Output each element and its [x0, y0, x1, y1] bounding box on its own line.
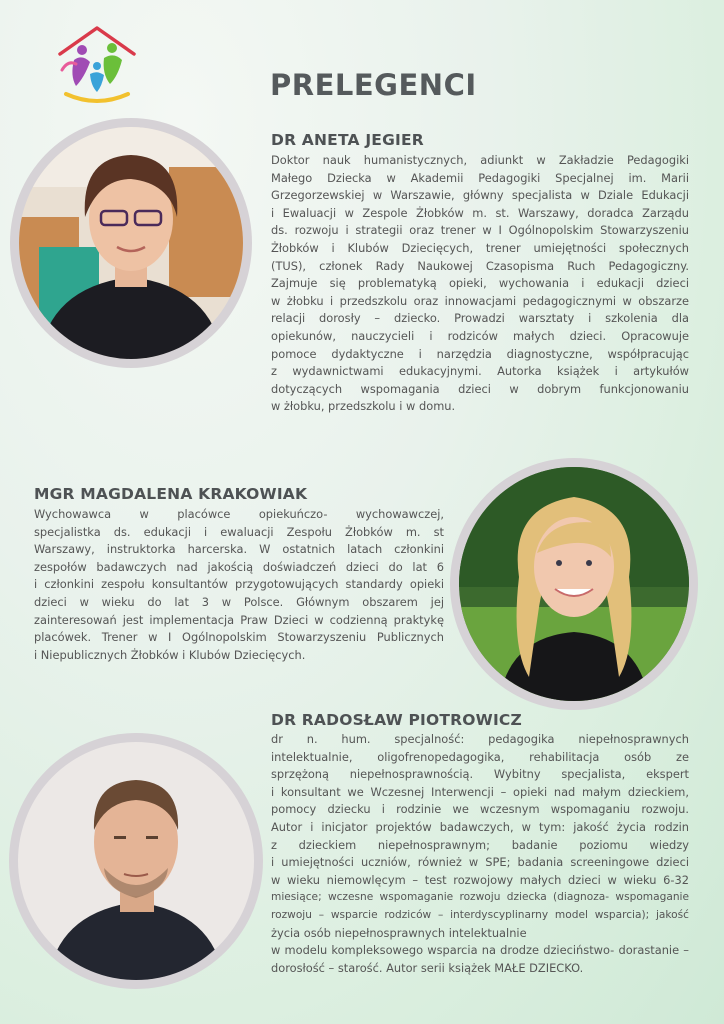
- portrait-woman-icon: [19, 127, 243, 359]
- speaker-bio: Wychowawca w placówce opiekuńczo- wychowawczej, specjalistka ds. edukacji i ewaluacji Zespołu Żłobków m. st Warszawy, instruktorka harcerska. W ostatnich latach członkini zespołów badawczych nad jakością doświadczeń dzieci do lat 6 i członkini zespołu konsultantów przygotowujących standardy opieki dzieci w wieku do lat 3 w Polsce. Głównym obszarem jej zainteresowań jest implementacja Praw Dzieci w codzienną praktykę placówek. Trener w I Ogólnopolskim Stowarzyszeniu Publicznych i Niepublicznych Żłobków i Klubów Dziecięcych.: [34, 507, 444, 662]
- page-title: PRELEGENCI: [270, 68, 477, 102]
- house-family-logo-icon: [52, 20, 142, 110]
- speaker-photo-radoslaw-piotrowicz: [9, 733, 263, 989]
- portrait-man-icon: [18, 742, 254, 980]
- speaker-name: MGR MAGDALENA KRAKOWIAK: [34, 485, 308, 503]
- speaker-bio: Doktor nauk humanistycznych, adiunkt w Zakładzie Pedagogiki Małego Dziecka w Akademii Pedagogiki Specjalnej im. Marii Grzegorzewskiej w Warszawie, główny specjalista w Dziale Edukacji i Ewaluacji w Zespole Żłobków m. st. Warszawy, doradca Zarządu ds. rozwoju i strategii oraz trener w I Ogólnopolskim Stowarzyszeniu Żłobków i Klubów Dziecięcych, trener umiejętności społecznych (TUS), członek Rady Naukowej Czasopisma Ruch Pedagogiczny. Zajmuje się problematyką opieki, wychowania i edukacji dzieci w żłobku i przedszkolu oraz innowacjami pedagogicznymi w obszarze relacji dorosły – dziecko. Prowadzi warsztaty i szkolenia dla opiekunów, nauczycieli i rodziców małych dzieci. Opracowuje pomoce dydaktyczne i narzędzia diagnostyczne, współpracując z wydawnictwami edukacyjnymi. Autorka książek i artykułów dotyczących wspomagania dzieci w dobrym funkcjonowaniu w żłobku, przedszkolu i w domu.: [271, 153, 689, 414]
- speaker-name: DR ANETA JEGIER: [271, 131, 424, 149]
- speaker-photo-aneta-jegier: [10, 118, 252, 368]
- speaker-photo-magdalena-krakowiak: [450, 458, 698, 710]
- organization-logo: [52, 20, 142, 110]
- speaker-name: DR RADOSŁAW PIOTROWICZ: [271, 711, 522, 729]
- portrait-woman-icon: [459, 467, 689, 701]
- speaker-bio: dr n. hum. specjalność: pedagogika niepełnosprawnych intelektualnie, oligofrenopedagogika, rehabilitacja osób ze sprzężoną niepełnosprawnością. Wybitny specjalista, ekspert i konsultant we Wczesnej Interwencji – opieki nad małym dzieckiem, pomocy dziecku i rodzinie we wczesnym wspomaganiu rozwoju. Autor i inicjator projektów badawczych, w tym: jakość życia rodzin z dzieckiem niepełnosprawnym; badanie poziomu wiedzy i umiejętności uczniów, również w SPE; badania screeningowe dzieci w wieku niemowlęcym – test rozwojowy małych dzieci w wieku 6-32 miesiące; wczesne wspomaganie rozwoju dziecka (diagnoza- wspomaganie rozwoju – wsparcie rodziców – interdyscyplinarny model wsparcia); jakość życia osób niepełnosprawnych intelektualnie w modelu kompleksowego wsparcia na drodze dzieciństwo- dorastanie – dorosłość – starość. Autor serii książek MAŁE DZIECKO.: [271, 732, 689, 975]
